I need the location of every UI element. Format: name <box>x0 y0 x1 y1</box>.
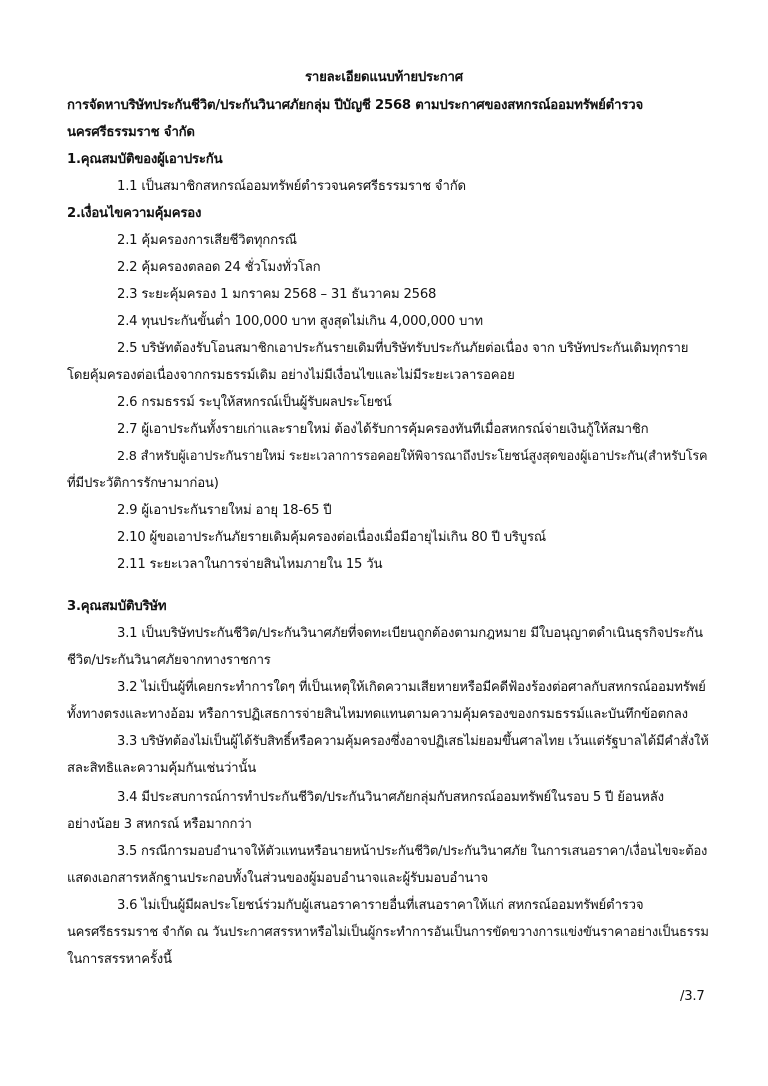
item-2-10: 2.10 ผู้ขอเอาประกันภัยรายเดิมคุ้มครองต่อเนื่องเมื่อมีอายุไม่เกิน 80 ปี บริบูรณ์ <box>117 530 546 545</box>
item-3-6: 3.6 ไม่เป็นผู้มีผลประโยชน์ร่วมกับผู้เสนอราคารายอื่นที่เสนอราคาให้แก่ สหกรณ์ออมทรัพย์ตำรวจ <box>117 898 644 913</box>
item-2-4: 2.4 ทุนประกันขั้นต่ำ 100,000 บาท สูงสุดไม่เกิน 4,000,000 บาท <box>117 314 483 329</box>
item-3-3: 3.3 บริษัทต้องไม่เป็นผู้ได้รับสิทธิ์หรือความคุ้มครองซึ่งอาจปฏิเสธไม่ยอมขึ้นศาลไทย เว้นแต่รัฐบาลได้มีคำสั่งให้ <box>117 734 709 749</box>
item-3-5-cont: แสดงเอกสารหลักฐานประกอบทั้งในส่วนของผู้มอบอำนาจและผู้รับมอบอำนาจ <box>67 871 489 886</box>
section-3-heading: 3.คุณสมบัติบริษัท <box>67 599 167 614</box>
item-3-6-cont: นครศรีธรรมราช จำกัด ณ วันประกาศสรรหาหรือไม่เป็นผู้กระทำการอันเป็นการขัดขวางการแข่งขันราคาอย่างเป็นธรรม <box>67 925 709 940</box>
item-3-2-cont: ทั้งทางตรงและทางอ้อม หรือการปฏิเสธการจ่ายสินไหมทดแทนตามความคุ้มครองของกรมธรรม์และบันทึกข้อตกลง <box>67 707 688 722</box>
item-2-9: 2.9 ผู้เอาประกันรายใหม่ อายุ 18-65 ปี <box>117 503 332 518</box>
item-2-2: 2.2 คุ้มครองตลอด 24 ชั่วโมงทั่วโลก <box>117 260 321 275</box>
item-3-2: 3.2 ไม่เป็นผู้ที่เคยกระทำการใดๆ ที่เป็นเหตุให้เกิดความเสียหายหรือมีคดีฟ้องร้องต่อศาลกับสหกรณ์ออมทรัพย์ <box>117 680 706 695</box>
item-2-1: 2.1 คุ้มครองการเสียชีวิตทุกกรณี <box>117 233 297 248</box>
document-subtitle-cont: นครศรีธรรมราช จำกัด <box>67 125 195 140</box>
item-2-6: 2.6 กรมธรรม์ ระบุให้สหกรณ์เป็นผู้รับผลประโยชน์ <box>117 395 392 410</box>
item-2-8: 2.8 สำหรับผู้เอาประกันรายใหม่ ระยะเวลาการรอคอยให้พิจารณาถึงประโยชน์สูงสุดของผู้เอาประกัน(สำหรับโรค <box>117 449 708 464</box>
item-3-1-cont: ชีวิต/ประกันวินาศภัยจากทางราชการ <box>67 653 271 668</box>
item-2-11: 2.11 ระยะเวลาในการจ่ายสินไหมภายใน 15 วัน <box>117 557 383 572</box>
page-continuation-marker: /3.7 <box>680 989 705 1004</box>
item-2-3: 2.3 ระยะคุ้มครอง 1 มกราคม 2568 – 31 ธันวาคม 2568 <box>117 287 437 302</box>
section-1-heading: 1.คุณสมบัติของผู้เอาประกัน <box>67 152 223 167</box>
item-3-4-cont: อย่างน้อย 3 สหกรณ์ หรือมากกว่า <box>67 817 252 832</box>
item-3-1: 3.1 เป็นบริษัทประกันชีวิต/ประกันวินาศภัยที่จดทะเบียนถูกต้องตามกฎหมาย มีใบอนุญาตดำเนินธุรกิจประกัน <box>117 626 703 641</box>
item-3-3-cont: สละสิทธิและความคุ้มกันเช่นว่านั้น <box>67 761 257 776</box>
item-2-5-cont: โดยคุ้มครองต่อเนื่องจากกรมธรรม์เดิม อย่างไม่มีเงื่อนไขและไม่มีระยะเวลารอคอย <box>67 368 515 383</box>
item-2-7: 2.7 ผู้เอาประกันทั้งรายเก่าและรายใหม่ ต้องได้รับการคุ้มครองทันทีเมื่อสหกรณ์จ่ายเงินกู้ให้สมาชิก <box>117 422 649 437</box>
item-3-5: 3.5 กรณีการมอบอำนาจให้ตัวแทนหรือนายหน้าประกันชีวิต/ประกันวินาศภัย ในการเสนอราคา/เงื่อนไขจะต้อง <box>117 844 708 859</box>
item-1-1: 1.1 เป็นสมาชิกสหกรณ์ออมทรัพย์ตำรวจนครศรีธรรมราช จำกัด <box>117 179 466 194</box>
document-title: รายละเอียดแนบท้ายประกาศ <box>305 70 463 85</box>
item-2-8-cont: ที่มีประวัติการรักษามาก่อน) <box>67 476 219 491</box>
document-subtitle: การจัดหาบริษัทประกันชีวิต/ประกันวินาศภัยกลุ่ม ปีบัญชี 2568 ตามประกาศของสหกรณ์ออมทรัพย์ตำรวจ <box>67 98 643 113</box>
item-2-5: 2.5 บริษัทต้องรับโอนสมาชิกเอาประกันรายเดิมที่บริษัทรับประกันภัยต่อเนื่อง จาก บริษัทประกันเดิมทุกราย <box>117 341 689 356</box>
item-3-4: 3.4 มีประสบการณ์การทำประกันชีวิต/ประกันวินาศภัยกลุ่มกับสหกรณ์ออมทรัพย์ในรอบ 5 ปี ย้อนหลัง <box>117 790 664 805</box>
item-3-6-cont-2: ในการสรรหาครั้งนี้ <box>67 952 172 967</box>
section-2-heading: 2.เงื่อนไขความคุ้มครอง <box>67 206 202 221</box>
